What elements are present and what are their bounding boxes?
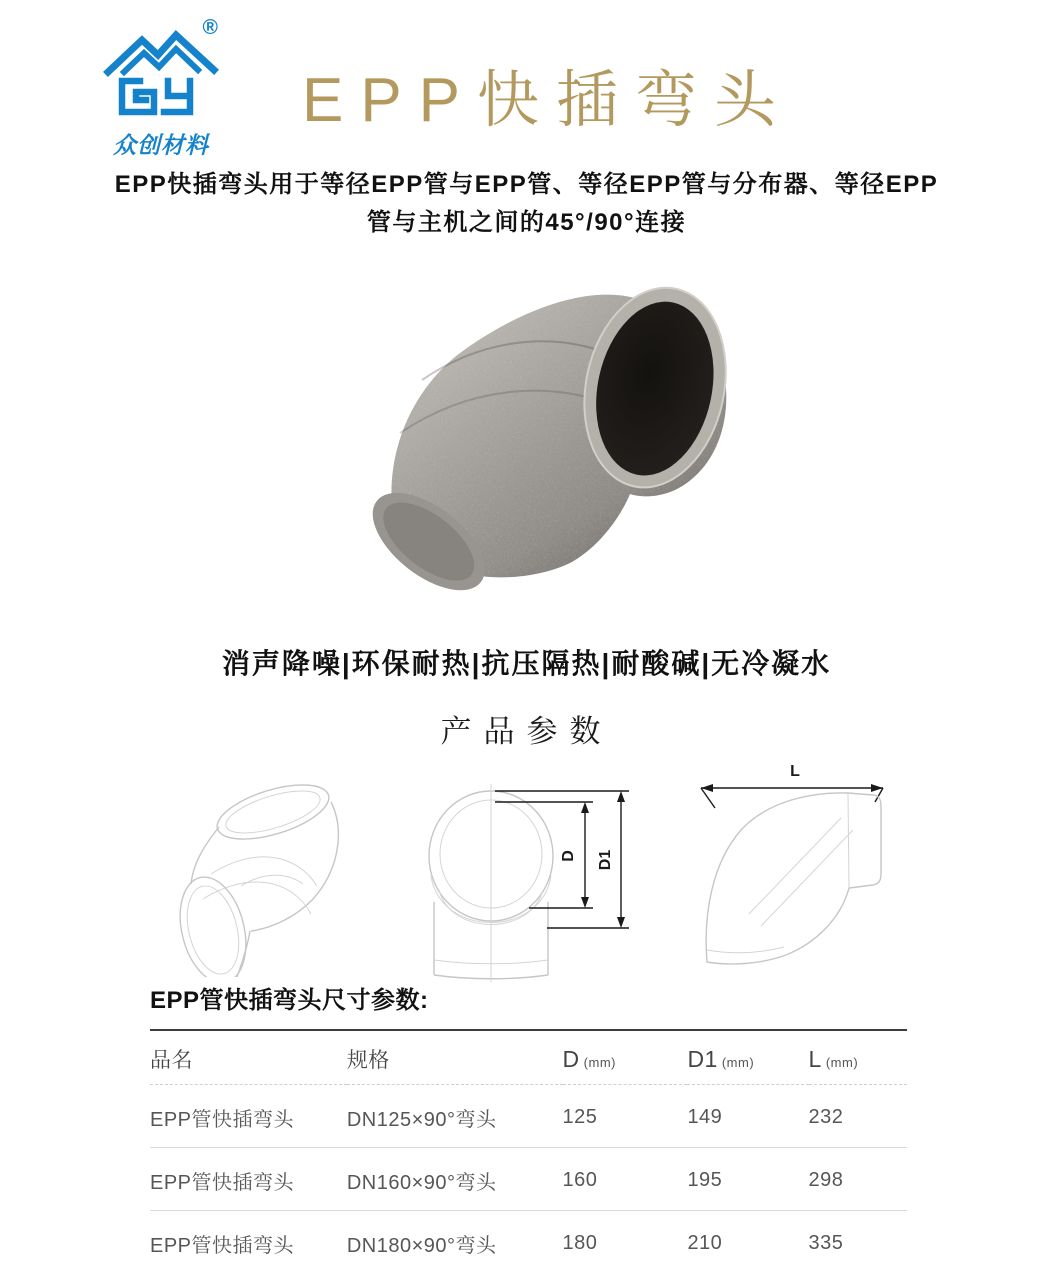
dim-label-d1: D1 <box>596 849 614 871</box>
registered-trademark: ® <box>202 16 218 39</box>
cell-d1: 195 <box>687 1169 723 1191</box>
col-header-spec <box>347 1030 563 1085</box>
cell-d: 125 <box>562 1106 598 1128</box>
table-row <box>150 1085 907 1148</box>
cell-spec: DN180×90°弯头 <box>346 1235 497 1257</box>
col-header-l <box>809 1030 907 1085</box>
description-line-2: 管与主机之间的45°/90°连接 <box>366 209 687 236</box>
product-description <box>0 166 1053 242</box>
dim-label-l: L <box>789 763 800 780</box>
cell-d: 160 <box>562 1169 598 1191</box>
drawing-front-view <box>417 780 657 985</box>
col-header-d-unit: (mm) <box>583 1054 616 1070</box>
col-header-d-label: D <box>562 1045 580 1072</box>
spec-table-section <box>150 980 907 1267</box>
table-header-row <box>150 1030 907 1085</box>
col-header-name <box>150 1030 347 1085</box>
brand-name: 众创材料 <box>113 132 209 159</box>
page-title: EPP快插弯头 <box>301 66 794 135</box>
technical-drawings <box>0 762 1053 985</box>
col-header-d <box>563 1030 688 1085</box>
cell-spec: DN160×90°弯头 <box>346 1172 497 1194</box>
col-header-spec-label: 规格 <box>346 1049 390 1072</box>
dim-label-d: D <box>559 850 577 862</box>
description-line-1: EPP快插弯头用于等径EPP管与EPP管、等径EPP管与分布器、等径EPP <box>114 171 939 198</box>
cell-l: 335 <box>808 1232 844 1254</box>
cell-d: 180 <box>562 1232 598 1254</box>
col-header-name-label: 品名 <box>150 1049 193 1072</box>
table-row <box>150 1211 907 1267</box>
col-header-l-label: L <box>808 1045 822 1072</box>
cell-name: EPP管快插弯头 <box>150 1172 295 1194</box>
cell-name: EPP管快插弯头 <box>150 1235 295 1257</box>
cell-l: 232 <box>808 1106 844 1128</box>
spec-table <box>150 1029 907 1267</box>
product-photo <box>330 258 750 618</box>
cell-l: 298 <box>808 1169 844 1191</box>
col-header-d1-unit: (mm) <box>721 1054 755 1070</box>
feature-list: 消声降噪|环保耐热|抗压隔热|耐酸碱|无冷凝水 <box>221 648 832 679</box>
col-header-d1 <box>687 1030 808 1085</box>
cell-d1: 149 <box>687 1106 723 1128</box>
elbow-photo-illustration <box>330 258 750 618</box>
table-title: EPP管快插弯头尺寸参数: <box>150 987 429 1014</box>
section-title-parameters: 产品参数 <box>440 714 613 749</box>
col-header-l-unit: (mm) <box>825 1054 859 1070</box>
drawing-isometric-view <box>163 772 383 977</box>
cell-name: EPP管快插弯头 <box>150 1109 295 1131</box>
table-row <box>150 1148 907 1211</box>
cell-spec: DN125×90°弯头 <box>346 1109 497 1131</box>
drawing-side-view <box>691 762 891 977</box>
col-header-d1-label: D1 <box>687 1045 718 1072</box>
cell-d1: 210 <box>687 1232 723 1254</box>
